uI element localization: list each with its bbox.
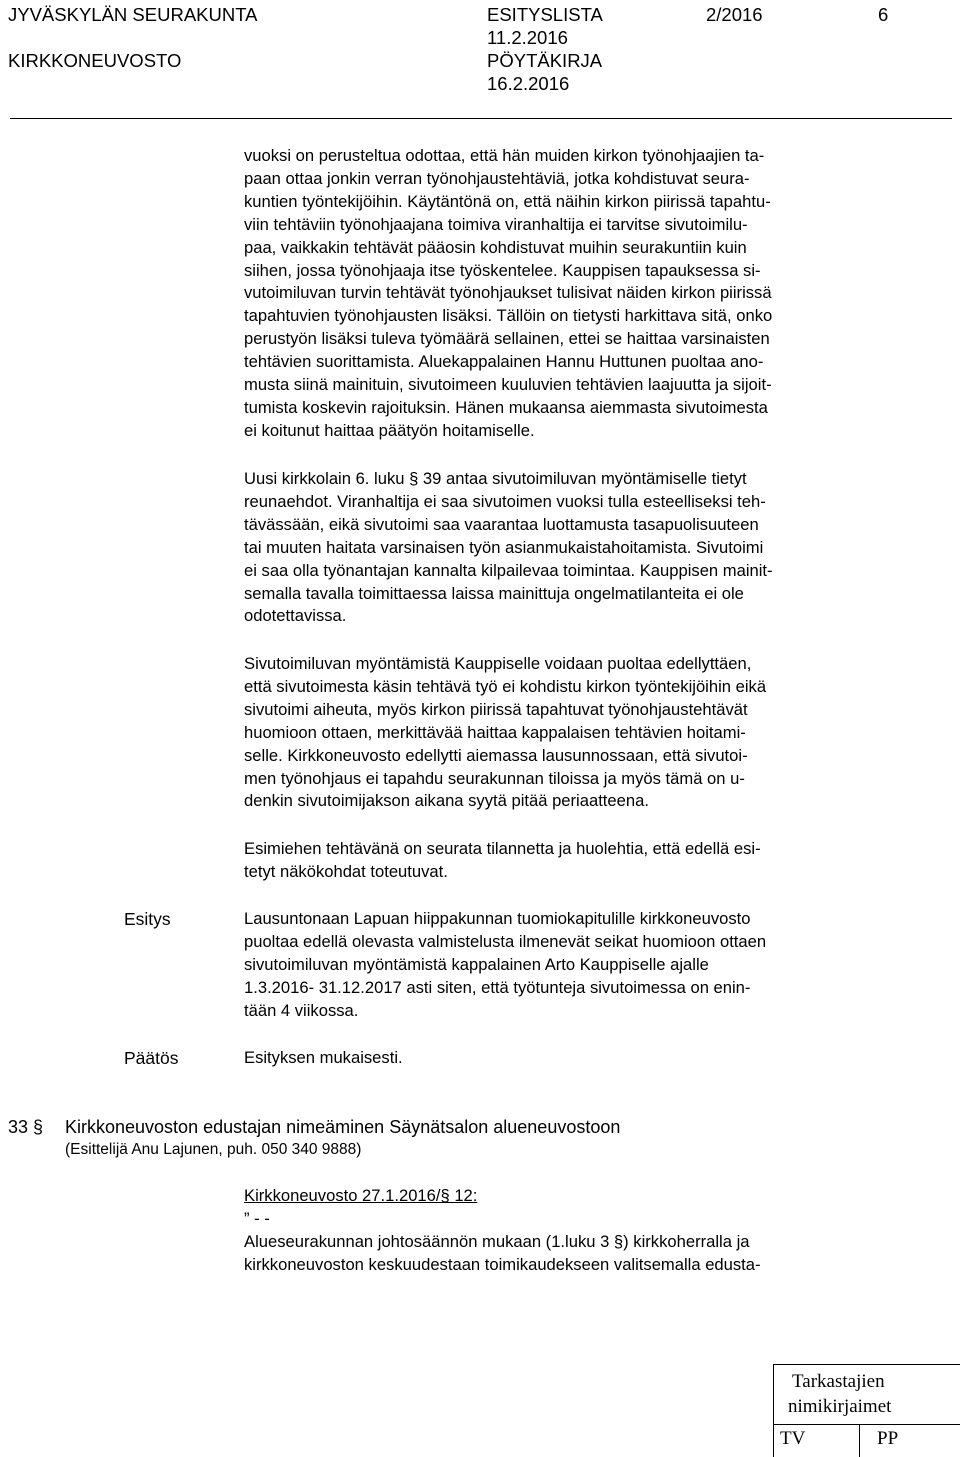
text-line: sivutoimi aiheuta, myös kirkon piirissä tapahtuvat työnohjaustehtävät (244, 699, 748, 719)
item-body (244, 1185, 890, 1277)
text-line: tetyt näkökohdat toteutuvat. (244, 861, 448, 881)
text-line: tapahtuvien työnohjausten lisäksi. Tällöin on tietysti harkittava sitä, onko (244, 306, 773, 326)
header-divider (10, 118, 952, 119)
decision-text (244, 1047, 890, 1070)
text-line: tävässään, eikä sivutoimi saa vaarantaa luottamusta tasapuolisuuteen (244, 514, 759, 534)
text-line: ei koitunut haittaa päätyön hoitamiselle. (244, 420, 535, 440)
text-line: vutoimiluvan turvin tehtävät työnohjaukset tulisivat näiden kirkon piirissä (244, 283, 772, 303)
item-quote-mark: ” - - (244, 1208, 270, 1228)
header-organization: JYVÄSKYLÄN SEURAKUNTA (8, 4, 258, 25)
paragraph (244, 145, 890, 443)
text-line: semalla tavalla toimittaessa laissa mainittuja ongelmatilanteita ei ole (244, 583, 744, 603)
item-number: 33 § (8, 1117, 44, 1137)
text-line: Uusi kirkkolain 6. luku § 39 antaa sivutoimiluvan myöntämiselle tietyt (244, 469, 747, 488)
text-line: perustyön lisäksi tuleva työmäärä sellainen, ettei se haittaa varsinaisten (244, 329, 770, 349)
text-line: paan ottaa jonkin verran työnohjaustehtäviä, jotka kohdistuvat seura- (244, 168, 750, 188)
item-presenter: (Esittelijä Anu Lajunen, puh. 050 340 9888) (65, 1141, 362, 1158)
item-reference: Kirkkoneuvosto 27.1.2016/§ 12: (244, 1186, 478, 1205)
header-doc-type-agenda: ESITYSLISTA (487, 4, 603, 25)
text-line: että sivutoimesta käsin tehtävä työ ei kohdistu kirkon työntekijöihin eikä (244, 676, 767, 696)
header-page-number: 6 (878, 4, 889, 25)
text-line: tai muuten haitata varsinaisen työn asianmukaistahoitamista. Sivutoimi (244, 537, 764, 557)
header-date-minutes: 16.2.2016 (487, 73, 570, 94)
text-line: paa, vaikkakin tehtävät pääosin kohdistuvat muihin seurakuntiin kuin (244, 237, 747, 257)
header-number: 2/2016 (706, 4, 763, 25)
text-line: 1.3.2016- 31.12.2017 asti siten, että työtunteja sivutoimessa on enin- (244, 977, 751, 997)
text-line: Esimiehen tehtävänä on seurata tilannetta ja huolehtia, että edellä esi- (244, 839, 761, 858)
text-line: tään 4 viikossa. (244, 1000, 359, 1020)
signature-box-column-divider (859, 1425, 860, 1457)
text-line: tehtävien suorittamista. Aluekappalainen Hannu Huttunen puoltaa ano- (244, 352, 764, 372)
text-line: sivutoimiluvan myöntämistä kappalainen Arto Kauppiselle ajalle (244, 954, 709, 974)
text-line: kuntien työntekijöihin. Käytäntönä on, että näihin kirkon piirissä tapahtu- (244, 191, 771, 211)
header-body: KIRKKONEUVOSTO (8, 50, 182, 71)
text-line: ei saa olla työnantajan kannalta kilpailevaa toimintaa. Kauppisen mainit- (244, 560, 773, 580)
text-line: denkin sivutoimijakson aikana syytä pitää periaatteena. (244, 791, 649, 811)
paragraph (244, 838, 890, 884)
text-line: odotettavissa. (244, 606, 347, 626)
text-line: siihen, jossa työnohjaaja itse työskentelee. Kauppisen tapauksessa si- (244, 260, 761, 280)
text-line: huomioon ottaen, merkittävää haittaa kappalaisen tehtävien hoitami- (244, 722, 746, 742)
text-line: Alueseurakunnan johtosäännön mukaan (1.luku 3 §) kirkkoherralla ja (244, 1231, 750, 1251)
signature-box-subtitle: nimikirjaimet (788, 1396, 892, 1417)
item-text (244, 1231, 890, 1277)
signature-box (773, 1364, 960, 1457)
paragraph (244, 468, 890, 628)
text-line: viin tehtäviin työnohjaajana toimiva viranhaltija ei tarvitse sivutoimilu- (244, 214, 748, 234)
proposal-text (244, 908, 890, 1023)
text-line: Sivutoimiluvan myöntämistä Kauppiselle voidaan puoltaa edellyttäen, (244, 654, 752, 673)
signature-initials-1: TV (780, 1428, 806, 1449)
text-line: musta siinä mainituin, sivutoimeen kuuluvien tehtävien laajuutta ja sijoit- (244, 375, 772, 395)
text-line: tumista koskevin rajoituksin. Hänen mukaansa aiemmasta sivutoimesta (244, 397, 768, 417)
text-line: vuoksi on perusteltua odottaa, että hän muiden kirkon työnohjaajien ta- (244, 146, 765, 165)
decision-label: Päätös (124, 1048, 179, 1068)
text-line: puoltaa edellä olevasta valmistelusta ilmenevät seikat huomioon ottaen (244, 931, 767, 951)
proposal-label: Esitys (124, 909, 171, 929)
header-doc-type-minutes: PÖYTÄKIRJA (487, 50, 603, 71)
text-line: kirkkoneuvoston keskuudestaan toimikaudekseen valitsemalla edusta- (244, 1254, 761, 1274)
paragraph (244, 653, 890, 813)
decision-text-line: Esityksen mukaisesti. (244, 1048, 403, 1067)
signature-box-divider (774, 1424, 960, 1425)
signature-initials-2: PP (877, 1428, 899, 1449)
text-line: Lausuntonaan Lapuan hiippakunnan tuomiokapitulille kirkkoneuvosto (244, 909, 751, 928)
header-date-agenda: 11.2.2016 (487, 27, 568, 48)
item-title: Kirkkoneuvoston edustajan nimeäminen Säynätsalon alueneuvostoon (65, 1117, 621, 1137)
text-line: selle. Kirkkoneuvosto edellytti aiemassa lausunnossaan, että sivutoi- (244, 745, 748, 765)
signature-box-title: Tarkastajien (792, 1371, 885, 1392)
text-line: men työnohjaus ei tapahdu seurakunnan tiloissa ja myös tämä on u- (244, 768, 745, 788)
text-line: reunaehdot. Viranhaltija ei saa sivutoimen vuoksi tulla esteelliseksi teh- (244, 491, 766, 511)
